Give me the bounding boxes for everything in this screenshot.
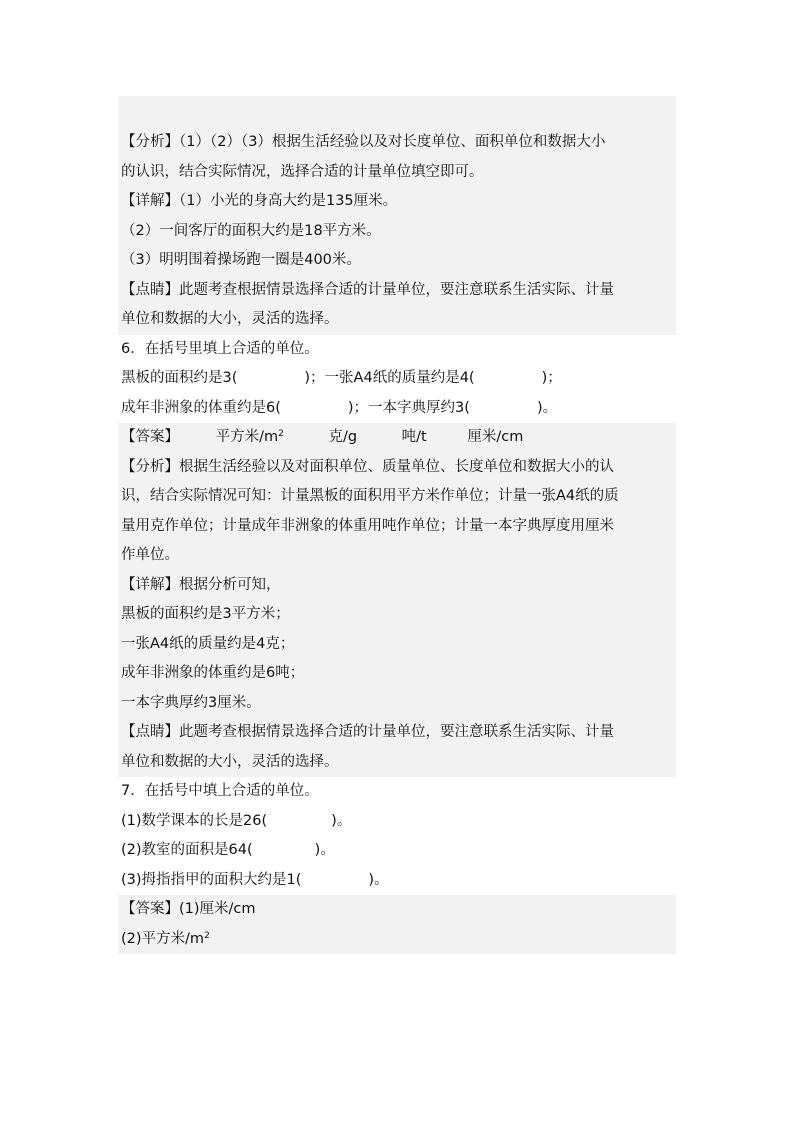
answer-line xyxy=(118,423,676,453)
detail-line: 一本字典厚约3厘米。 xyxy=(118,689,676,719)
question-title: 7．在括号中填上合适的单位。 xyxy=(121,783,319,799)
detail-line: （2）一间客厅的面积大约是18平方米。 xyxy=(118,217,676,247)
question-text: 成年非洲象的体重约是6( xyxy=(121,399,281,416)
note-line: 单位和数据的大小，灵活的选择。 xyxy=(118,305,676,335)
detail-line: （3）明明围着操场跑一圈是400米。 xyxy=(118,246,676,276)
answer-line: 【答案】(1)厘米/cm xyxy=(118,895,676,925)
question-7 xyxy=(118,777,676,895)
answer-value: 克/g xyxy=(328,429,358,445)
question-text: )；一张A4纸的质量约是4( xyxy=(304,370,475,386)
analysis-line: 作单位。 xyxy=(118,541,676,571)
question-title: 6．在括号里填上合适的单位。 xyxy=(121,340,319,357)
note-line: 【点睛】此题考查根据情景选择合适的计量单位，要注意联系生活实际、计量 xyxy=(118,276,676,306)
answer-value: 吨/t xyxy=(401,429,427,445)
question-text: )。 xyxy=(314,842,335,858)
detail-line: 【详解】（1）小光的身高大约是135厘米。 xyxy=(118,187,676,217)
analysis-line: 【分析】（1）（2）（3）根据生活经验以及对长度单位、面积单位和数据大小 xyxy=(118,128,676,158)
analysis-line: 识，结合实际情况可知：计量黑板的面积用平方米作单位；计量一张A4纸的质 xyxy=(118,482,676,512)
answer-value: 厘米/cm xyxy=(467,429,524,445)
question-line xyxy=(118,866,676,896)
shaded-top-spacer xyxy=(118,96,676,128)
analysis-line: 量用克作单位；计量成年非洲象的体重用吨作单位；计量一本字典厚度用厘米 xyxy=(118,512,676,542)
question-text: )。 xyxy=(536,399,558,416)
detail-line: 【详解】根据分析可知， xyxy=(118,571,676,601)
note-line: 单位和数据的大小，灵活的选择。 xyxy=(118,748,676,778)
analysis-block-q5 xyxy=(118,128,676,335)
question-text: )。 xyxy=(331,812,352,829)
answer-value: 平方米$/m^2$ xyxy=(215,429,284,445)
analysis-line: 【分析】根据生活经验以及对面积单位、质量单位、长度单位和数据大小的认 xyxy=(118,453,676,483)
document-page xyxy=(118,96,676,954)
question-line xyxy=(118,836,676,866)
question-text: )。 xyxy=(368,871,389,888)
note-line: 【点睛】此题考查根据情景选择合适的计量单位，要注意联系生活实际、计量 xyxy=(118,718,676,748)
analysis-line: 的认识，结合实际情况，选择合适的计量单位填空即可。 xyxy=(118,158,676,188)
question-text: )；一本字典厚约3( xyxy=(347,399,470,416)
question-text: (3)拇指指甲的面积大约是1( xyxy=(121,871,302,888)
detail-line: 成年非洲象的体重约是6吨； xyxy=(118,659,676,689)
answer-block-q7 xyxy=(118,895,676,954)
question-text: 黑板的面积约是3( xyxy=(121,370,238,386)
question-line xyxy=(118,364,676,394)
answer-line: (2)平方米$/m^2$ xyxy=(118,925,676,955)
question-line xyxy=(118,394,676,424)
question-text: (2)教室的面积是64( xyxy=(121,842,253,858)
question-text: (1)数学课本的长是26( xyxy=(121,812,268,829)
question-6 xyxy=(118,335,676,424)
detail-line: 一张A4纸的质量约是4克； xyxy=(118,630,676,660)
question-text: )； xyxy=(541,370,562,386)
answer-label: 【答案】 xyxy=(121,429,179,445)
detail-line: 黑板的面积约是3平方米； xyxy=(118,600,676,630)
answer-block-q6 xyxy=(118,423,676,777)
question-line xyxy=(118,807,676,837)
